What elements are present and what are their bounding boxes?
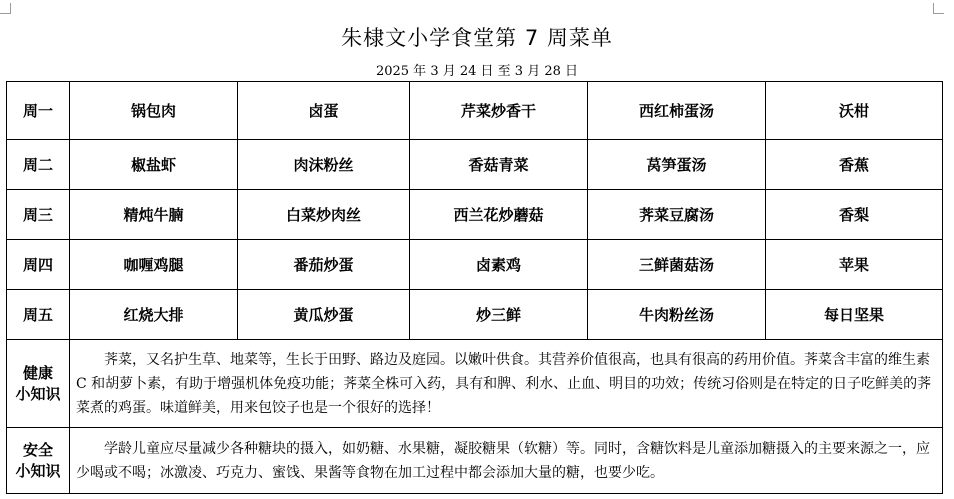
day-label: 周四 bbox=[7, 240, 70, 290]
dish-cell: 卤蛋 bbox=[238, 82, 410, 140]
dish-cell: 香菇青菜 bbox=[410, 140, 588, 190]
dish-cell: 荠菜豆腐汤 bbox=[588, 190, 766, 240]
dish-cell: 椒盐虾 bbox=[70, 140, 238, 190]
dish-cell: 白菜炒肉丝 bbox=[238, 190, 410, 240]
safety-tip-label bbox=[7, 428, 70, 494]
table-row bbox=[7, 190, 943, 240]
day-label: 周一 bbox=[7, 82, 70, 140]
menu-table bbox=[6, 81, 943, 494]
dish-cell: 咖喱鸡腿 bbox=[70, 240, 238, 290]
safety-tip-text: 学龄儿童应尽量减少各种糖块的摄入，如奶糖、水果糖，凝胶糖果（软糖）等。同时，含糖饮料是儿童添加糖摄入的主要来源之一，应少喝或不喝；冰激凌、巧克力、蜜饯、果酱等食物在加工过程中都会添加大量的糖，也要少吃。 bbox=[70, 428, 943, 494]
day-label: 周五 bbox=[7, 290, 70, 340]
health-tip-label bbox=[7, 340, 70, 428]
tip-label-line: 健康 bbox=[22, 363, 53, 382]
dish-cell: 肉沫粉丝 bbox=[238, 140, 410, 190]
table-row bbox=[7, 140, 943, 190]
dish-cell: 锅包肉 bbox=[70, 82, 238, 140]
health-tip-row bbox=[7, 340, 943, 428]
dish-cell: 黄瓜炒蛋 bbox=[238, 290, 410, 340]
dish-cell: 卤素鸡 bbox=[410, 240, 588, 290]
day-label: 周三 bbox=[7, 190, 70, 240]
dish-cell: 番茄炒蛋 bbox=[238, 240, 410, 290]
dish-cell: 每日坚果 bbox=[766, 290, 943, 340]
safety-tip-row bbox=[7, 428, 943, 494]
table-row bbox=[7, 240, 943, 290]
tip-label-line: 小知识 bbox=[15, 384, 61, 403]
dish-cell: 沃柑 bbox=[766, 82, 943, 140]
dish-cell: 香蕉 bbox=[766, 140, 943, 190]
page-corner-mark-right bbox=[933, 3, 944, 14]
health-tip-text: 荠菜，又名护生草、地菜等，生长于田野、路边及庭园。以嫩叶供食。其营养价值很高，也具有很高的药用价值。荠菜含丰富的维生素 C 和胡萝卜素，有助于增强机体免疫功能；荠菜全株可入药，具有和脾、利水、止血、明目的功效；传统习俗则是在特定的日子吃鲜美的荠菜煮的鸡蛋。味道鲜美，用来包饺子也是一个很好的选择！ bbox=[70, 340, 943, 428]
dish-cell: 莴笋蛋汤 bbox=[588, 140, 766, 190]
tip-label-line: 小知识 bbox=[15, 461, 61, 480]
dish-cell: 西红柿蛋汤 bbox=[588, 82, 766, 140]
table-row bbox=[7, 290, 943, 340]
tip-label-line: 安全 bbox=[22, 440, 53, 459]
dish-cell: 香梨 bbox=[766, 190, 943, 240]
dish-cell: 西兰花炒蘑菇 bbox=[410, 190, 588, 240]
dish-cell: 苹果 bbox=[766, 240, 943, 290]
table-row bbox=[7, 82, 943, 140]
dish-cell: 红烧大排 bbox=[70, 290, 238, 340]
dish-cell: 芹菜炒香干 bbox=[410, 82, 588, 140]
dish-cell: 精炖牛腩 bbox=[70, 190, 238, 240]
date-range: 2025 年 3 月 24 日 至 3 月 28 日 bbox=[375, 64, 579, 79]
page-title: 朱棣文小学食堂第 7 周菜单 bbox=[341, 26, 613, 50]
day-label: 周二 bbox=[7, 140, 70, 190]
dish-cell: 三鲜菌菇汤 bbox=[588, 240, 766, 290]
dish-cell: 炒三鲜 bbox=[410, 290, 588, 340]
dish-cell: 牛肉粉丝汤 bbox=[588, 290, 766, 340]
page-corner-mark-left bbox=[0, 3, 11, 14]
